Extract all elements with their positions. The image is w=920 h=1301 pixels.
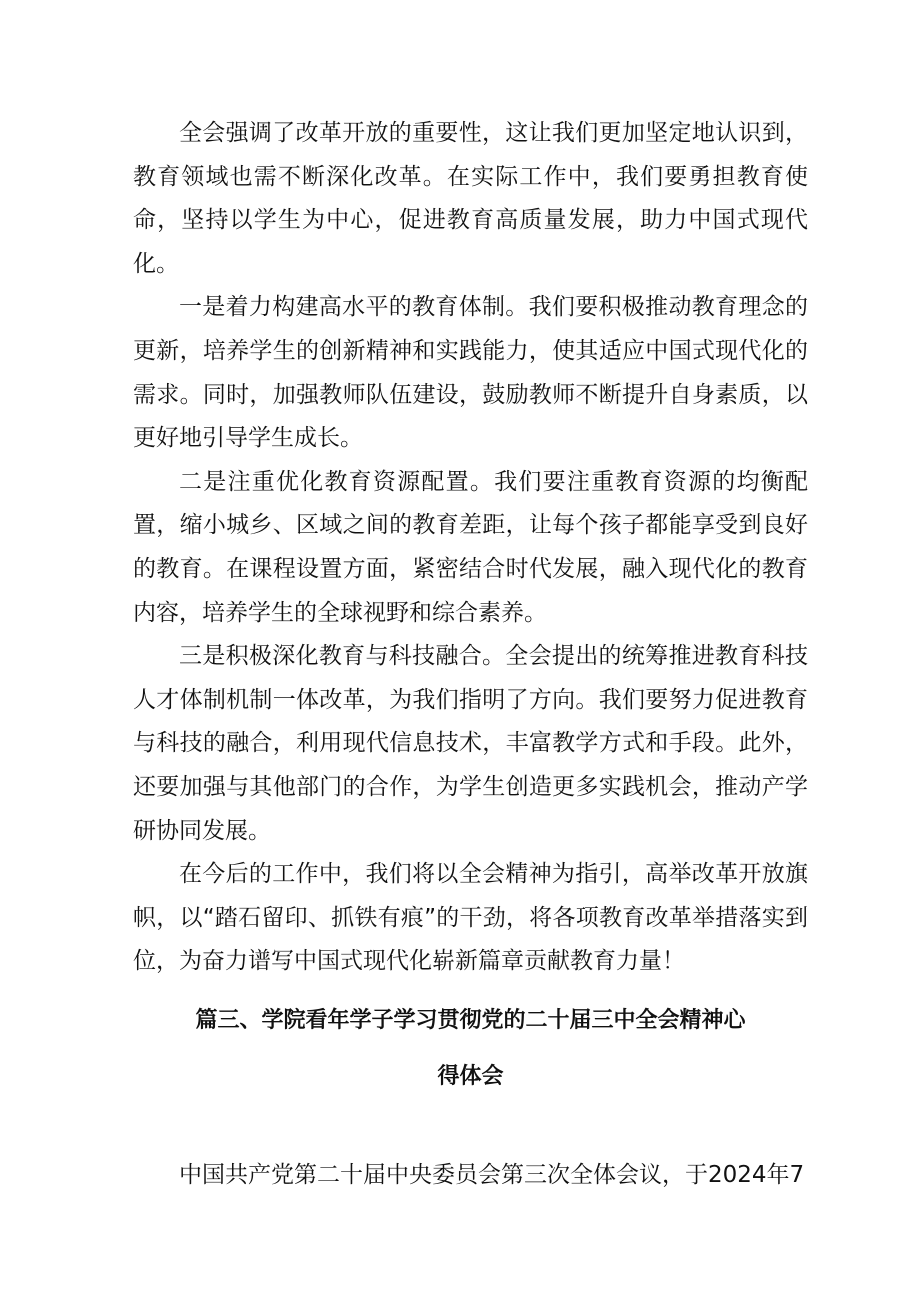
paragraph-reform-opening: 全会强调了改革开放的重要性，这让我们更加坚定地认识到，教育领域也需不断深化改革。在实际工作中，我们要勇担教育使命，坚持以学生为中心，促进教育高质量发展，助力中国式现代化。 — [133, 120, 808, 277]
paragraph-section-three-opening: 中国共产党第二十届中央委员会第三次全体会议，于2024年7 — [179, 1162, 805, 1188]
section-heading-line-1: 篇三、学院看年学子学习贯彻党的二十届三中全会精神心 — [195, 1008, 746, 1033]
paragraph-point-three: 三是积极深化教育与科技融合。全会提出的统筹推进教育科技人才体制机制一体改革，为我们指明了方向。我们要努力促进教育与科技的融合，利用现代信息技术，丰富教学方式和手段。此外，还要加强与其他部门的合作，为学生创造更多实践机会，推动产学研协同发展。 — [133, 643, 808, 844]
paragraph-point-one: 一是着力构建高水平的教育体制。我们要积极推动教育理念的更新，培养学生的创新精神和实践能力，使其适应中国式现代化的需求。同时，加强教师队伍建设，鼓励教师不断提升自身素质，以更好地引导学生成长。 — [133, 294, 808, 452]
section-heading — [133, 993, 808, 1105]
section-heading-line-2: 得体会 — [437, 1064, 504, 1089]
paragraph-conclusion: 在今后的工作中，我们将以全会精神为指引，高举改革开放旗帜，以“踏石留印、抓铁有痕”的干劲，将各项教育改革举措落实到位，为奋力谱写中国式现代化崭新篇章贡献教育力量！ — [133, 861, 808, 975]
body-text — [133, 112, 808, 984]
paragraph-point-two: 二是注重优化教育资源配置。我们要注重教育资源的均衡配置，缩小城乡、区域之间的教育差距，让每个孩子都能享受到良好的教育。在课程设置方面，紧密结合时代发展，融入现代化的教育内容，培养学生的全球视野和综合素养。 — [133, 468, 808, 626]
